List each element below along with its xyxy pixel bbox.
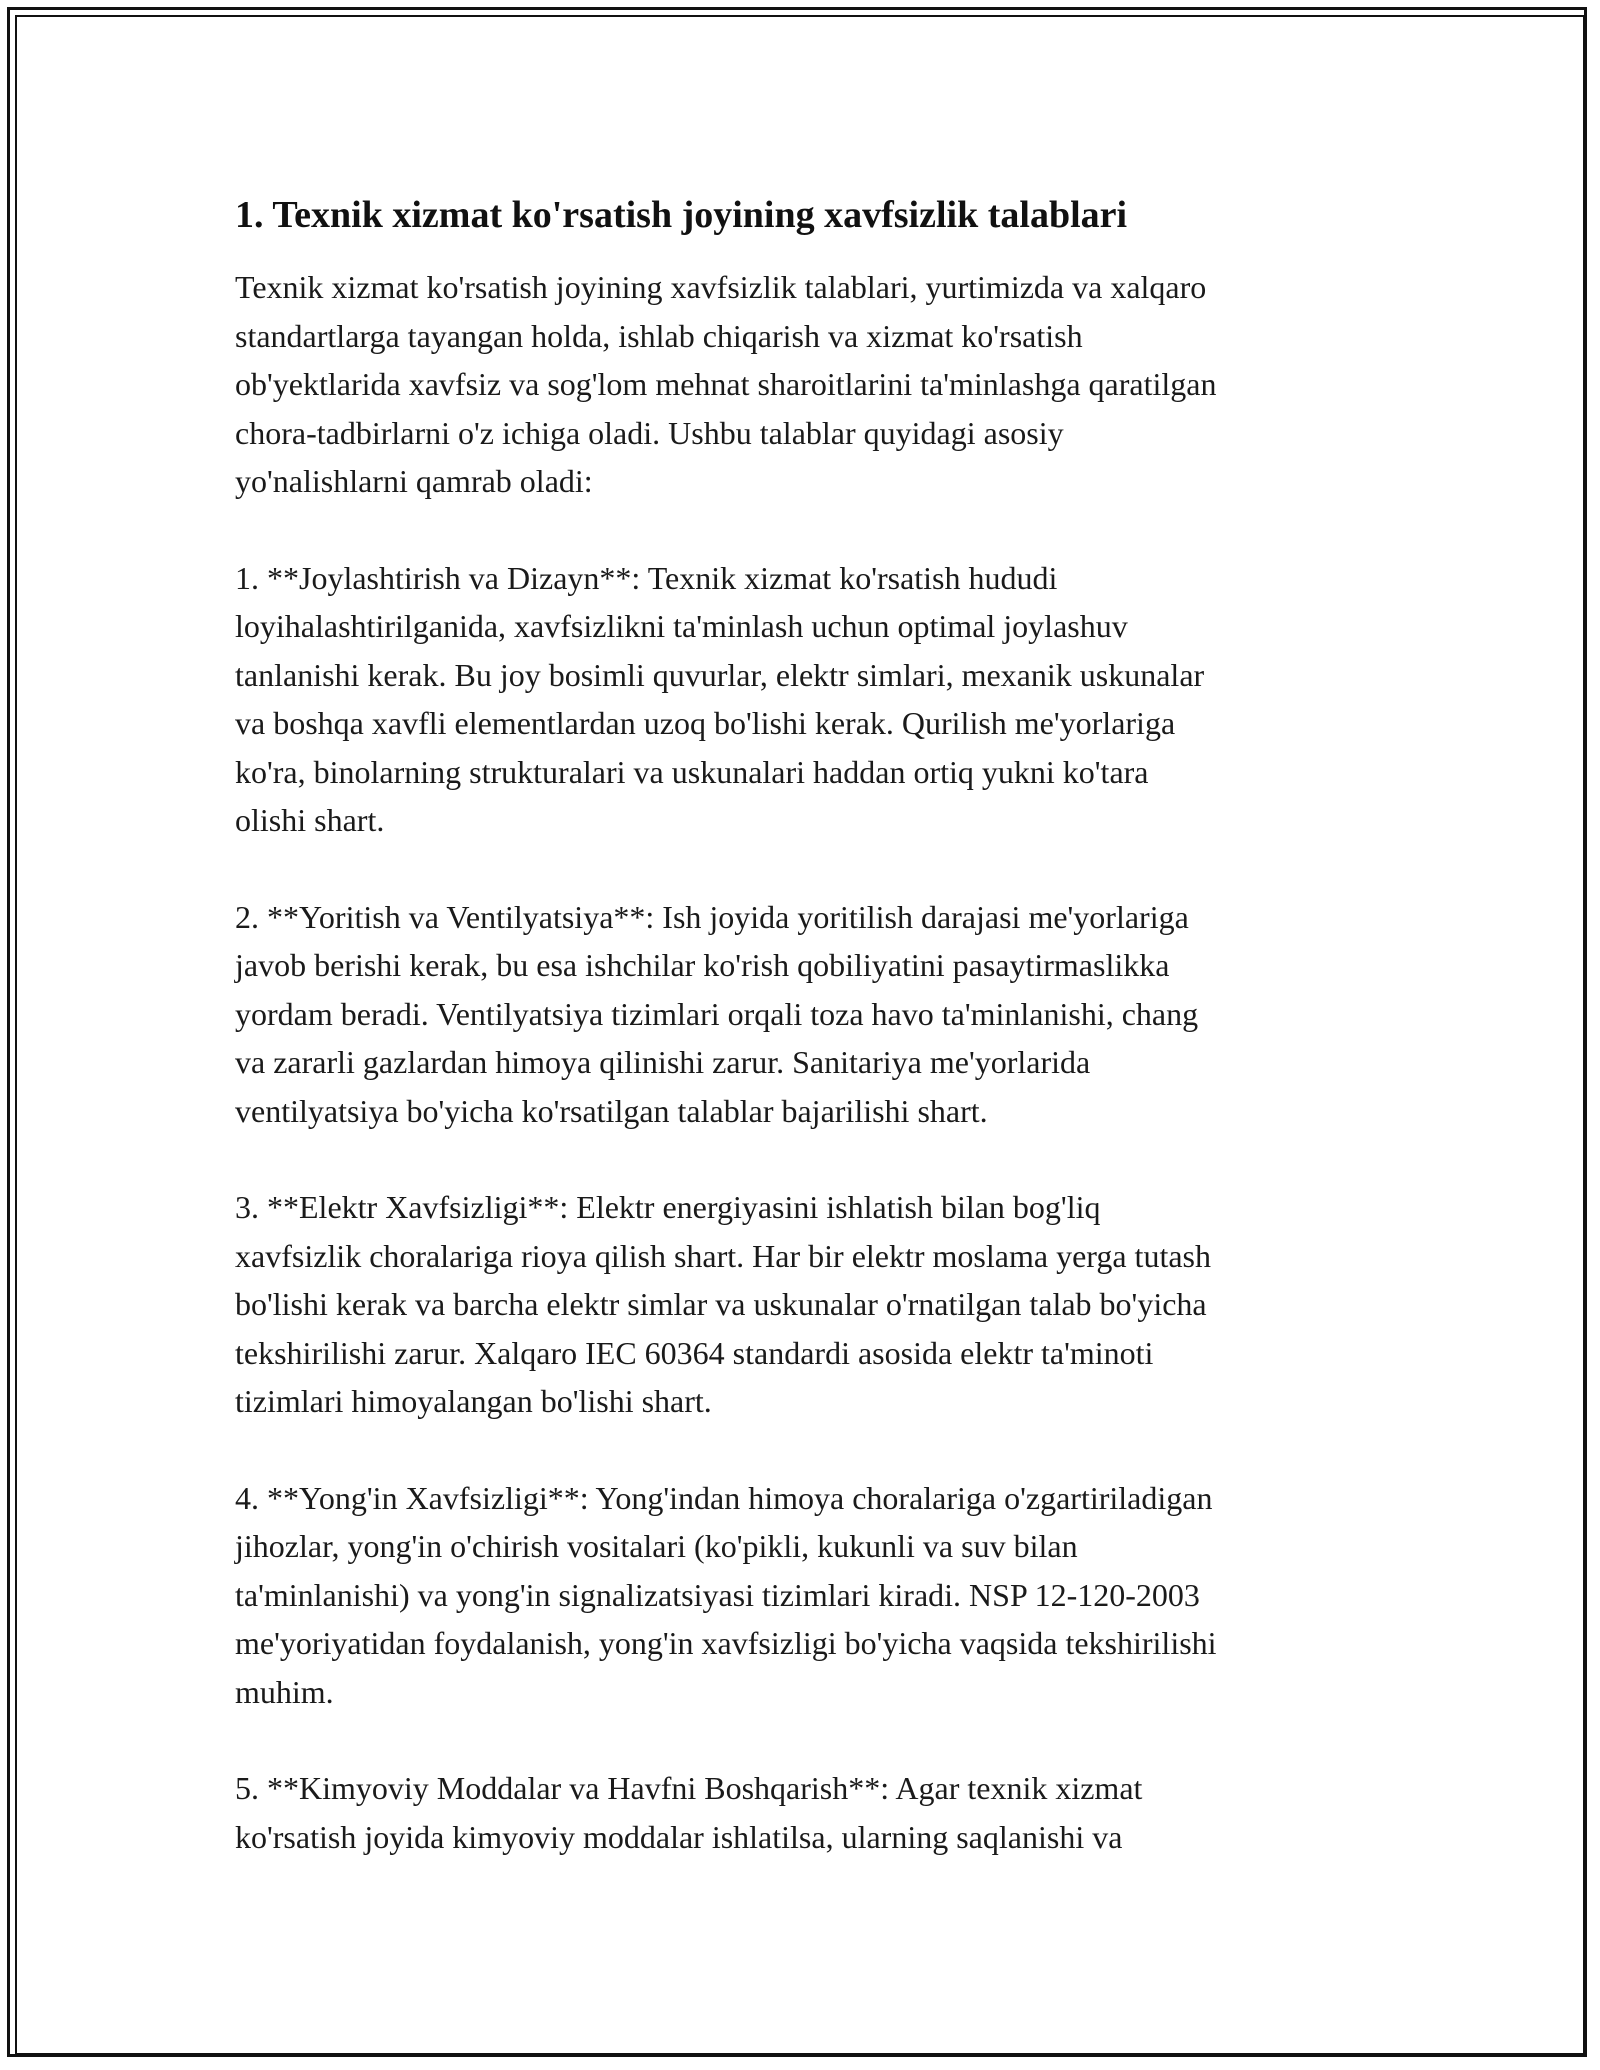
item-kimyoviy-paragraph: 5. **Kimyoviy Moddalar va Havfni Boshqarish**: Agar texnik xizmat ko'rsatish joyida kimyoviy moddalar ishlatilsa, ularning saqlanishi va — [235, 1770, 1143, 1855]
item-elektr-paragraph: 3. **Elektr Xavfsizligi**: Elektr energiyasini ishlatish bilan bog'liq xavfsizlik choralariga rioya qilish shart. Har bir elektr moslama yerga tutash bo'lishi kerak va barcha elektr simlar va uskunalar o'rnatilgan talab bo'yicha tekshirilishi zarur. Xalqaro IEC 60364 standardi asosida elektr ta'minoti tizimlari himoyalangan bo'lishi shart. — [235, 1189, 1211, 1419]
item-joylashtirish-paragraph: 1. **Joylashtirish va Dizayn**: Texnik xizmat ko'rsatish hududi loyihalashtirilganida, xavfsizlikni ta'minlash uchun optimal joylashuv tanlanishi kerak. Bu joy bosimli quvurlar, elektr simlari, mexanik uskunalar va boshqa xavfli elementlardan uzoq bo'lishi kerak. Qurilish me'yorlariga ko'ra, binolarning strukturalari va uskunalari haddan ortiq yukni ko'tara olishi shart. — [235, 559, 1205, 838]
item-yoritish-paragraph: 2. **Yoritish va Ventilyatsiya**: Ish joyida yoritilish darajasi me'yorlariga javob berishi kerak, bu esa ishchilar ko'rish qobiliyatini pasaytirmaslikka yordam beradi. Ventilyatsiya tizimlari orqali toza havo ta'minlanishi, chang va zararli gazlardan himoya qilinishi zarur. Sanitariya me'yorlarida ventilyatsiya bo'yicha ko'rsatilgan talablar bajarilishi shart. — [235, 898, 1199, 1129]
item-yongin-paragraph: 4. **Yong'in Xavfsizligi**: Yong'indan himoya choralariga o'zgartiriladigan jihozlar, yong'in o'chirish vositalari (ko'pikli, kukunli va suv bilan ta'minlanishi) va yong'in signalizatsiyasi tizimlari kiradi. NSP 12-120-2003 me'yoriyatidan foydalanish, yong'in xavfsizligi bo'yicha vaqsida tekshirilishi muhim. — [235, 1479, 1217, 1710]
section-title: 1. Texnik xizmat ko'rsatish joyining xavfsizlik talablari — [235, 194, 1128, 236]
document-page — [235, 187, 1365, 1909]
intro-paragraph: Texnik xizmat ko'rsatish joyining xavfsizlik talablari, yurtimizda va xalqaro standartlarga tayangan holda, ishlab chiqarish va xizmat ko'rsatish ob'yektlarida xavfsiz va sog'lom mehnat sharoitlarini ta'minlashga qaratilgan chora-tadbirlarni o'z ichiga oladi. Ushbu talablar quyidagi asosiy yo'nalishlarni qamrab oladi: — [235, 269, 1217, 499]
